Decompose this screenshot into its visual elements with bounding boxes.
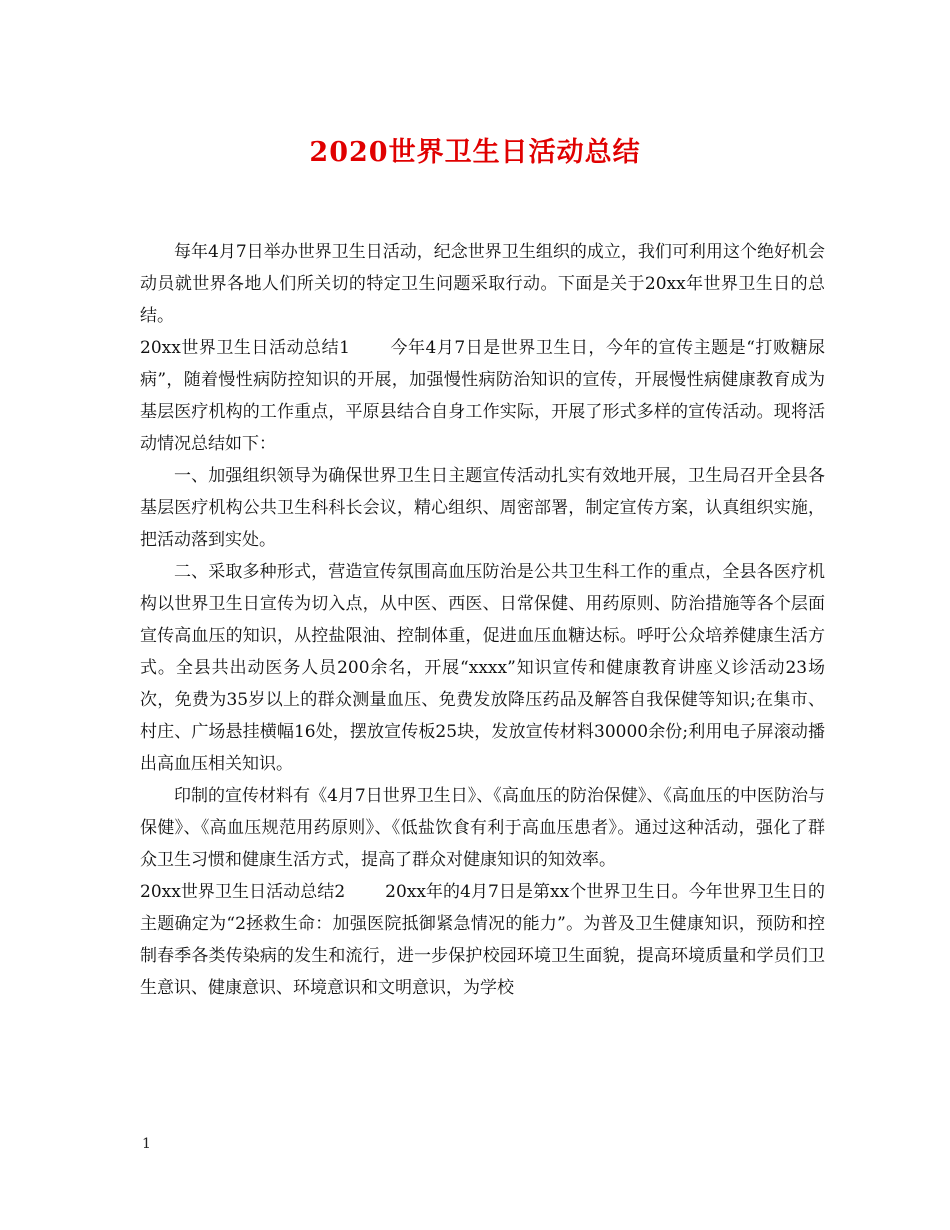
section-heading-2: 20xx世界卫生日活动总结2 [140, 882, 346, 902]
section-text-1: 今年4月7日是世界卫生日，今年的宣传主题是“打败糖尿病”，随着慢性病防控知识的开展，加强慢性病防治知识的宣传，开展慢性病健康教育成为基层医疗机构的工作重点，平原县结合自身工作实际，开展了形式多样的宣传活动。现将活动情况总结如下： [140, 338, 825, 454]
paragraph-intro: 每年4月7日举办世界卫生日活动，纪念世界卫生组织的成立，我们可利用这个绝好机会动员就世界各地人们所关切的特定卫生问题采取行动。下面是关于20xx年世界卫生日的总结。 [140, 242, 825, 326]
section-heading-1: 20xx世界卫生日活动总结1 [140, 338, 350, 358]
document-title: 2020世界卫生日活动总结 [309, 137, 641, 168]
document-body [140, 236, 825, 1004]
page-number: 1 [142, 1136, 151, 1152]
paragraph-activities: 二、采取多种形式，营造宣传氛围高血压防治是公共卫生科工作的重点，全县各医疗机构以世界卫生日宣传为切入点，从中医、西医、日常保健、用药原则、防治措施等各个层面宣传高血压的知识，从控盐限油、控制体重，促进血压血糖达标。呼吁公众培养健康生活方式。全县共出动医务人员200余名，开展“xxxx”知识宣传和健康教育讲座义诊活动23场次，免费为35岁以上的群众测量血压、免费发放降压药品及解答自我保健等知识;在集市、村庄、广场悬挂横幅16处，摆放宣传板25块，发放宣传材料30000余份;利用电子屏滚动播出高血压相关知识。 [140, 562, 825, 774]
paragraph-summary-2 [140, 876, 825, 1004]
paragraph-materials: 印制的宣传材料有《4月7日世界卫生日》、《高血压的防治保健》、《高血压的中医防治与保健》、《高血压规范用药原则》、《低盐饮食有利于高血压患者》。通过这种活动，强化了群众卫生习惯和健康生活方式，提高了群众对健康知识的知效率。 [140, 786, 825, 870]
paragraph-organization: 一、加强组织领导为确保世界卫生日主题宣传活动扎实有效地开展，卫生局召开全县各基层医疗机构公共卫生科科长会议，精心组织、周密部署，制定宣传方案，认真组织实施，把活动落到实处。 [140, 466, 825, 550]
paragraph-summary-1 [140, 332, 825, 460]
section-text-2: 20xx年的4月7日是第xx个世界卫生日。今年世界卫生日的主题确定为“2拯救生命：加强医院抵御紧急情况的能力”。为普及卫生健康知识，预防和控制春季各类传染病的发生和流行，进一步保护校园环境卫生面貌，提高环境质量和学员们卫生意识、健康意识、环境意识和文明意识，为学校 [140, 882, 825, 998]
